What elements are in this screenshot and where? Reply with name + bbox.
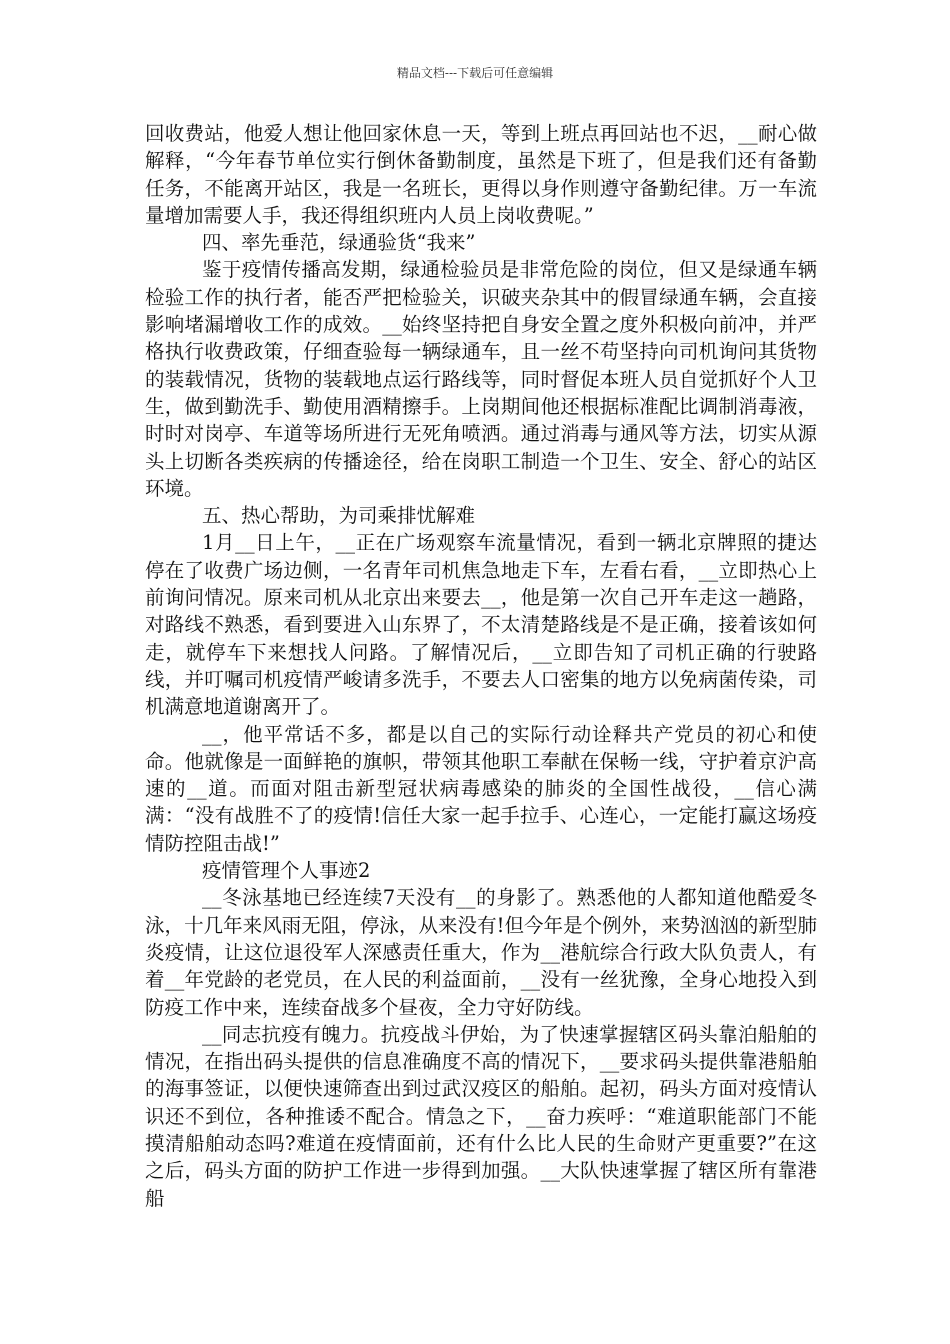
section-heading-five: 五、热心帮助，为司乘排忧解难 (202, 504, 476, 528)
story-title-2: 疫情管理个人事迹2 (202, 859, 371, 883)
paragraph-driver-help: 1月__日上午，__正在广场观察车流量情况，看到一辆北京牌照的捷达停在了收费广场边侧，一名青年司机焦急地走下车，左看右看，__立即热心上前询问情况。原来司机从北京出来要去__，他是第一次自己开车走这一趟路，对路线不熟悉，看到要进入山东界了，不太清楚路线是不是正确，接着该如何走，就停车下来想找人问路。了解情况后，__立即告知了司机正确的行驶路线，并叮嘱司机疫情严峻请多洗手，不要去人口密集的地方以免病菌传染，司机满意地道谢离开了。 (145, 531, 817, 719)
paragraph-party-member: __，他平常话不多，都是以自己的实际行动诠释共产党员的初心和使命。他就像是一面鲜艳的旗帜，带领其他职工奉献在保畅一线，守护着京沪高速的__道。而面对阻击新型冠状病毒感染的肺炎的全国性战役，__信心满满：“没有战胜不了的疫情!信任大家一起手拉手、心连心，一定能打赢这场疫情防控阻击战!” (145, 722, 817, 855)
page-header: 精品文档---下载后可任意编辑 (396, 66, 554, 80)
paragraph-port-ships: __同志抗疫有魄力。抗疫战斗伊始，为了快速掌握辖区码头靠泊船舶的情况，在指出码头提供的信息准确度不高的情况下，__要求码头提供靠港船舶的海事签证，以便快速筛查出到过武汉疫区的船舶。起初，码头方面对疫情认识还不到位，各种推诿不配合。情急之下，__奋力疾呼：“难道职能部门不能摸清船舶动态吗?难道在疫情面前，还有什么比人民的生命财产更重要?”在这之后，码头方面的防护工作进一步得到加强。__大队快速掌握了辖区所有靠港船 (145, 1022, 817, 1210)
paragraph-green-channel: 鉴于疫情传播高发期，绿通检验员是非常危险的岗位，但又是绿通车辆检验工作的执行者，能否严把检验关，识破夹杂其中的假冒绿通车辆，会直接影响堵漏增收工作的成效。__始终坚持把自身安全置之度外积极向前冲，并严格执行收费政策，仔细查验每一辆绿通车，且一丝不苟坚持向司机询问其货物的装载情况，货物的装载地点运行路线等，同时督促本班人员自觉抓好个人卫生，做到勤洗手、勤使用酒精擦手。上岗期间他还根据标准配比调制消毒液，时时对岗亭、车道等场所进行无死角喷洒。通过消毒与通风等方法，切实从源头上切断各类疾病的传播途径，给在岗职工制造一个卫生、安全、舒心的站区环境。 (145, 258, 817, 500)
document-body (145, 120, 817, 1212)
section-heading-four: 四、率先垂范，绿通验货“我来” (202, 231, 476, 255)
paragraph-continuation: 回收费站，他爱人想让他回家休息一天，等到上班点再回站也不迟，__耐心做解释，“今年春节单位实行倒休备勤制度，虽然是下班了，但是我们还有备勤任务，不能离开站区，我是一名班长，更得以身作则遵守备勤纪律。万一车流量增加需要人手，我还得组织班内人员上岗收费呢。” (145, 122, 817, 227)
paragraph-winter-swim: __冬泳基地已经连续7天没有__的身影了。熟悉他的人都知道他酷爱冬泳，十几年来风雨无阻，停泳，从来没有!但今年是个例外，来势汹汹的新型肺炎疫情，让这位退役军人深感责任重大，作为__港航综合行政大队负责人，有着__年党龄的老党员，在人民的利益面前，__没有一丝犹豫，全身心地投入到防疫工作中来，连续奋战多个昼夜，全力守好防线。 (145, 886, 817, 1019)
